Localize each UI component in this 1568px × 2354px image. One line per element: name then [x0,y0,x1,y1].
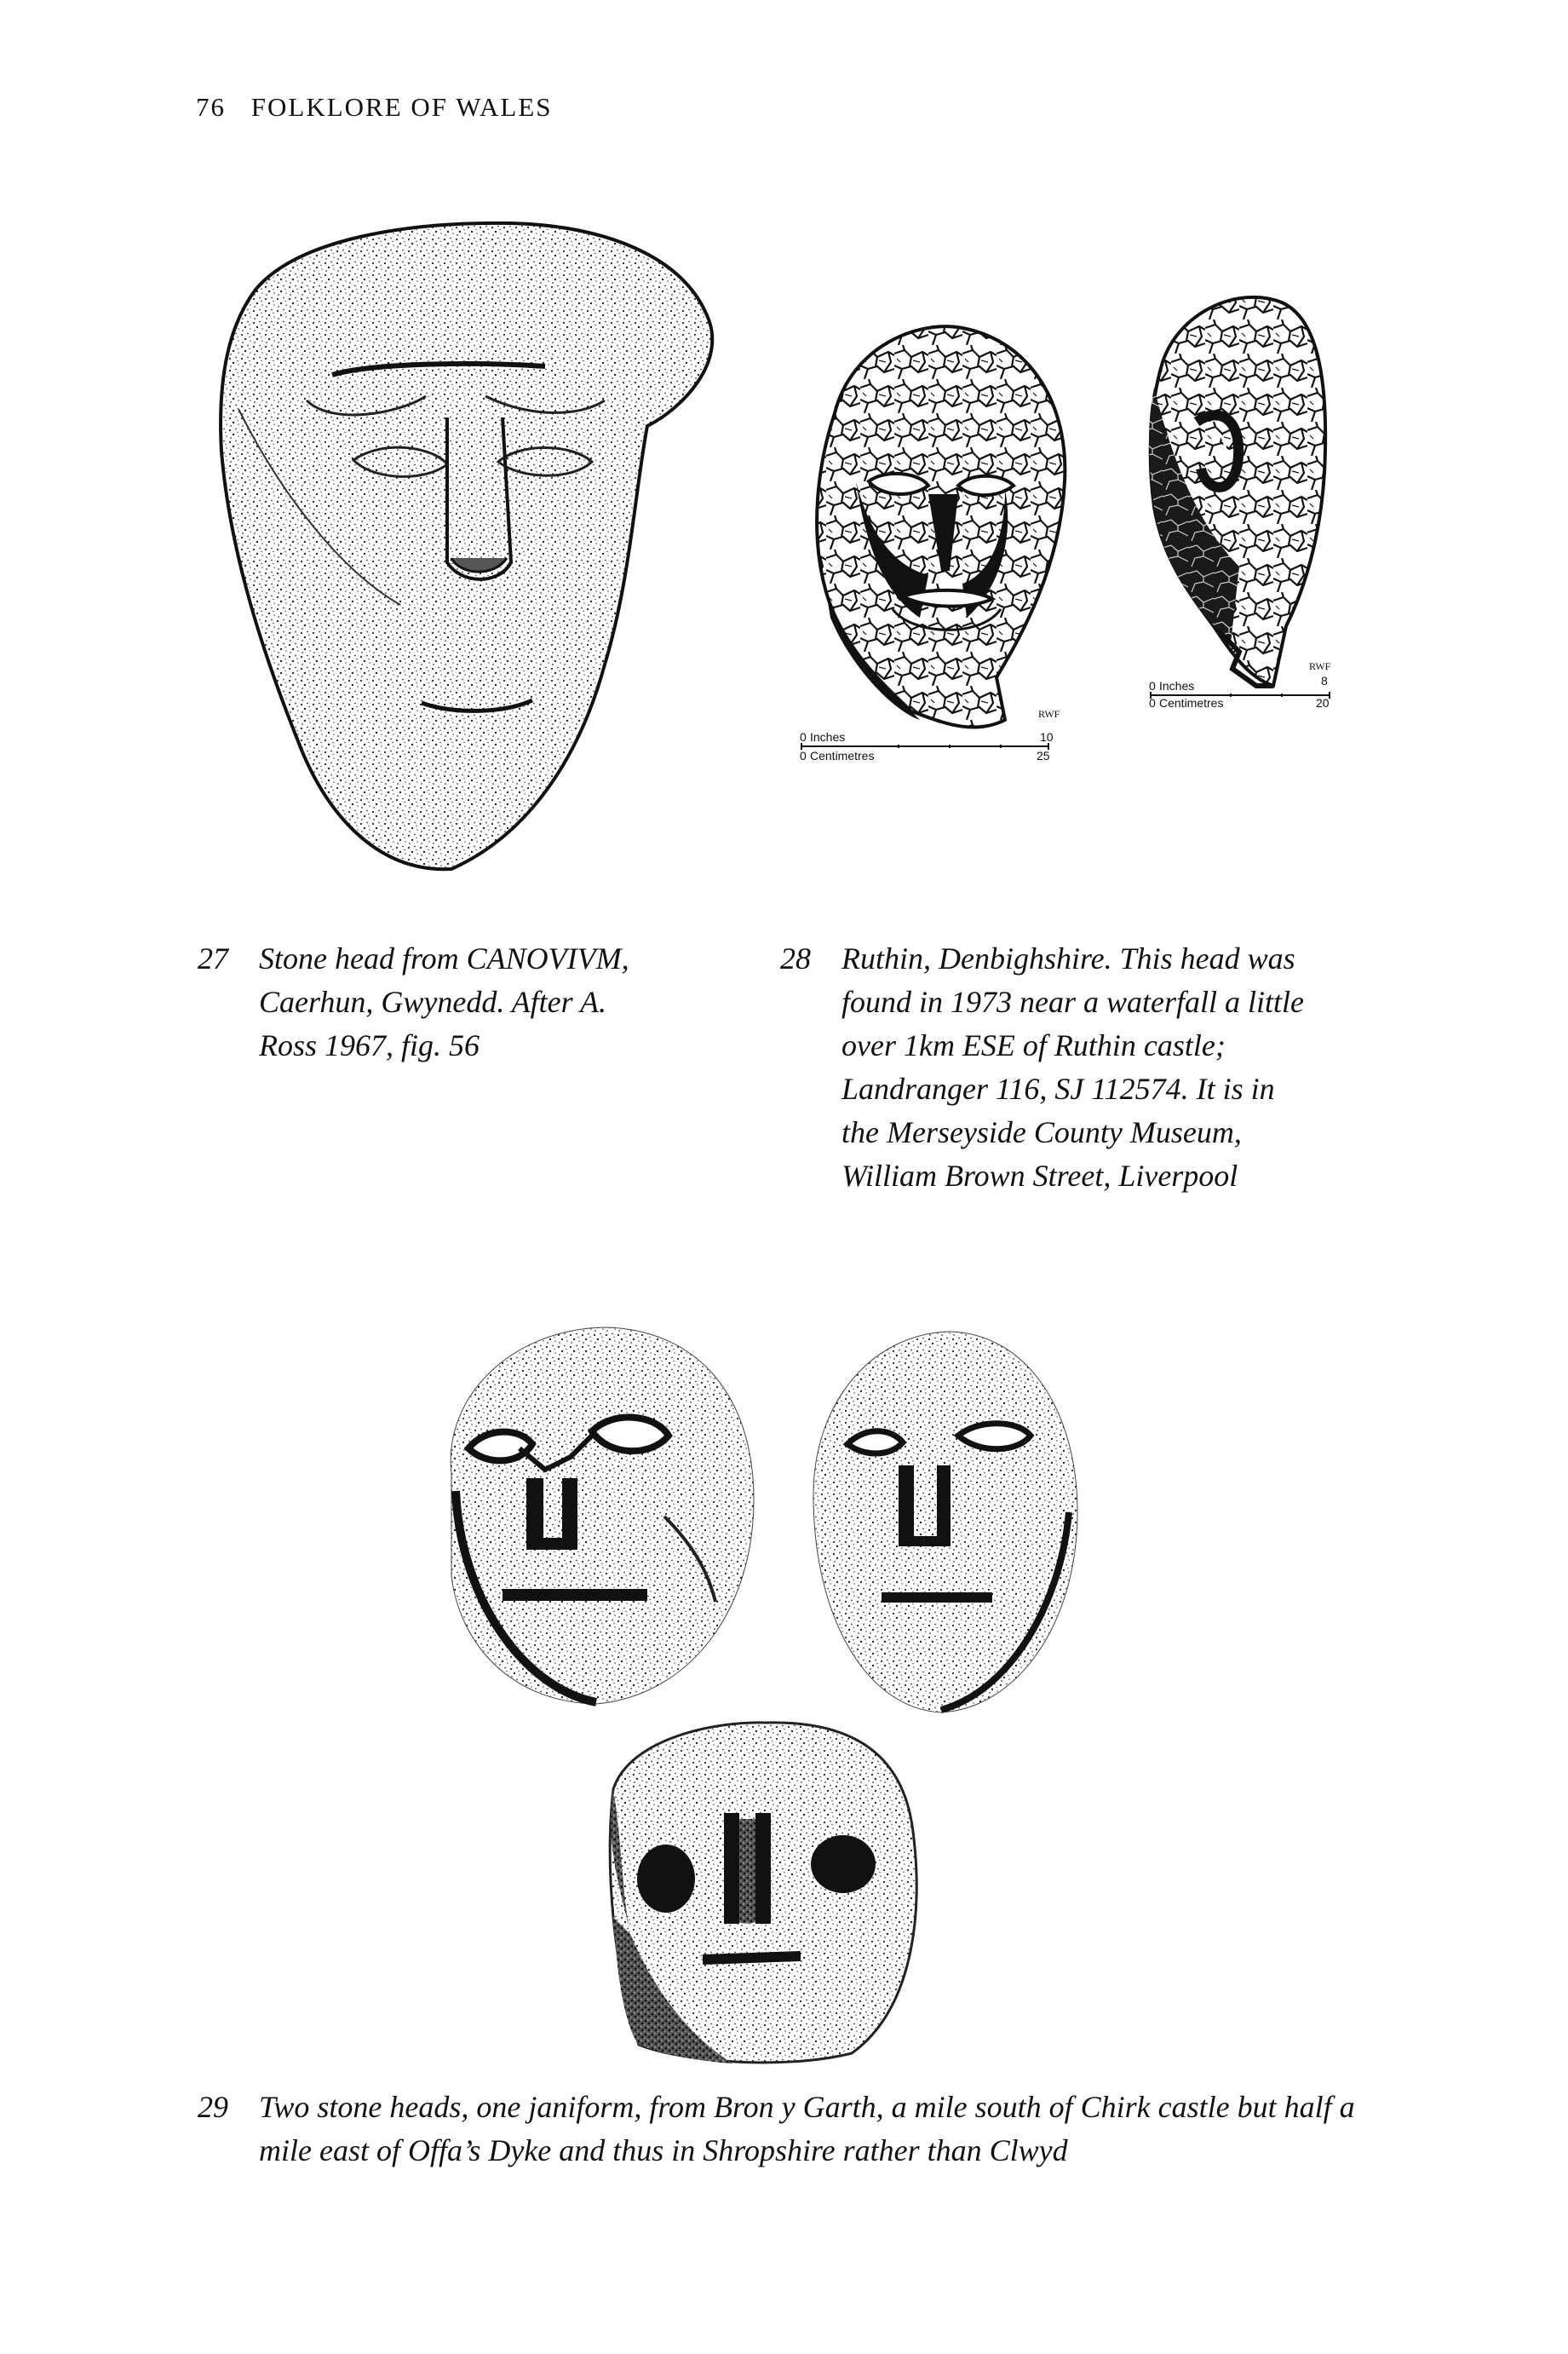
caption-28 [780,937,1376,1198]
scale-credit-left: RWF [1038,708,1060,720]
svg-text:8: 8 [1321,674,1328,688]
caption-29-text: Two stone heads, one janiform, from Bron y Garth, a mile south of Chirk castle but half a mile east of Offa’s Dyke and thus in Shropshire rather than Clwyd [259,2090,1355,2167]
figure-28-scale-bar-right [1146,656,1341,724]
scale-credit-right: RWF [1309,660,1331,672]
caption-27-text: Stone head from CANOVIVM, Caerhun, Gwynedd. After A. Ross 1967, fig. 56 [259,941,629,1062]
caption-28-number: 28 [780,941,811,976]
caption-29 [198,2086,1407,2173]
svg-text:25: 25 [1037,749,1050,763]
scale-label-centimetres-left: Centimetres [810,749,875,763]
scale-label-inches-left: Inches [810,730,846,744]
caption-28-text: Ruthin, Denbighshire. This head was found in 1973 near a waterfall a little over 1km ESE of Ruthin castle; Landranger 116, SJ 112574. It is in the Merseyside County Museum, William Brown Street, Liverpool [841,941,1304,1193]
svg-text:20: 20 [1316,696,1330,710]
svg-text:10: 10 [1040,730,1054,744]
figure-29-janiform-head-left [426,1321,767,1712]
figure-29-janiform-head-right [796,1325,1086,1725]
page-number: 76 [196,92,226,122]
figure-28-scale-bar-left [796,707,1060,775]
svg-text:0: 0 [1149,696,1156,710]
running-title: FOLKLORE OF WALES [250,92,553,122]
svg-text:0: 0 [800,730,807,744]
caption-29-number: 29 [198,2090,228,2124]
caption-27-number: 27 [198,941,228,976]
figure-27-stone-head-drawing [204,213,732,878]
scale-label-centimetres-right: Centimetres [1159,696,1224,710]
svg-text:0: 0 [800,749,807,763]
svg-text:0: 0 [1149,679,1156,693]
caption-27 [198,937,709,1068]
figure-28-ruthin-head-profile [1137,285,1333,703]
scale-label-inches-right: Inches [1159,679,1195,693]
running-head [196,92,553,123]
figure-29-stone-head-lower [596,1712,928,2070]
